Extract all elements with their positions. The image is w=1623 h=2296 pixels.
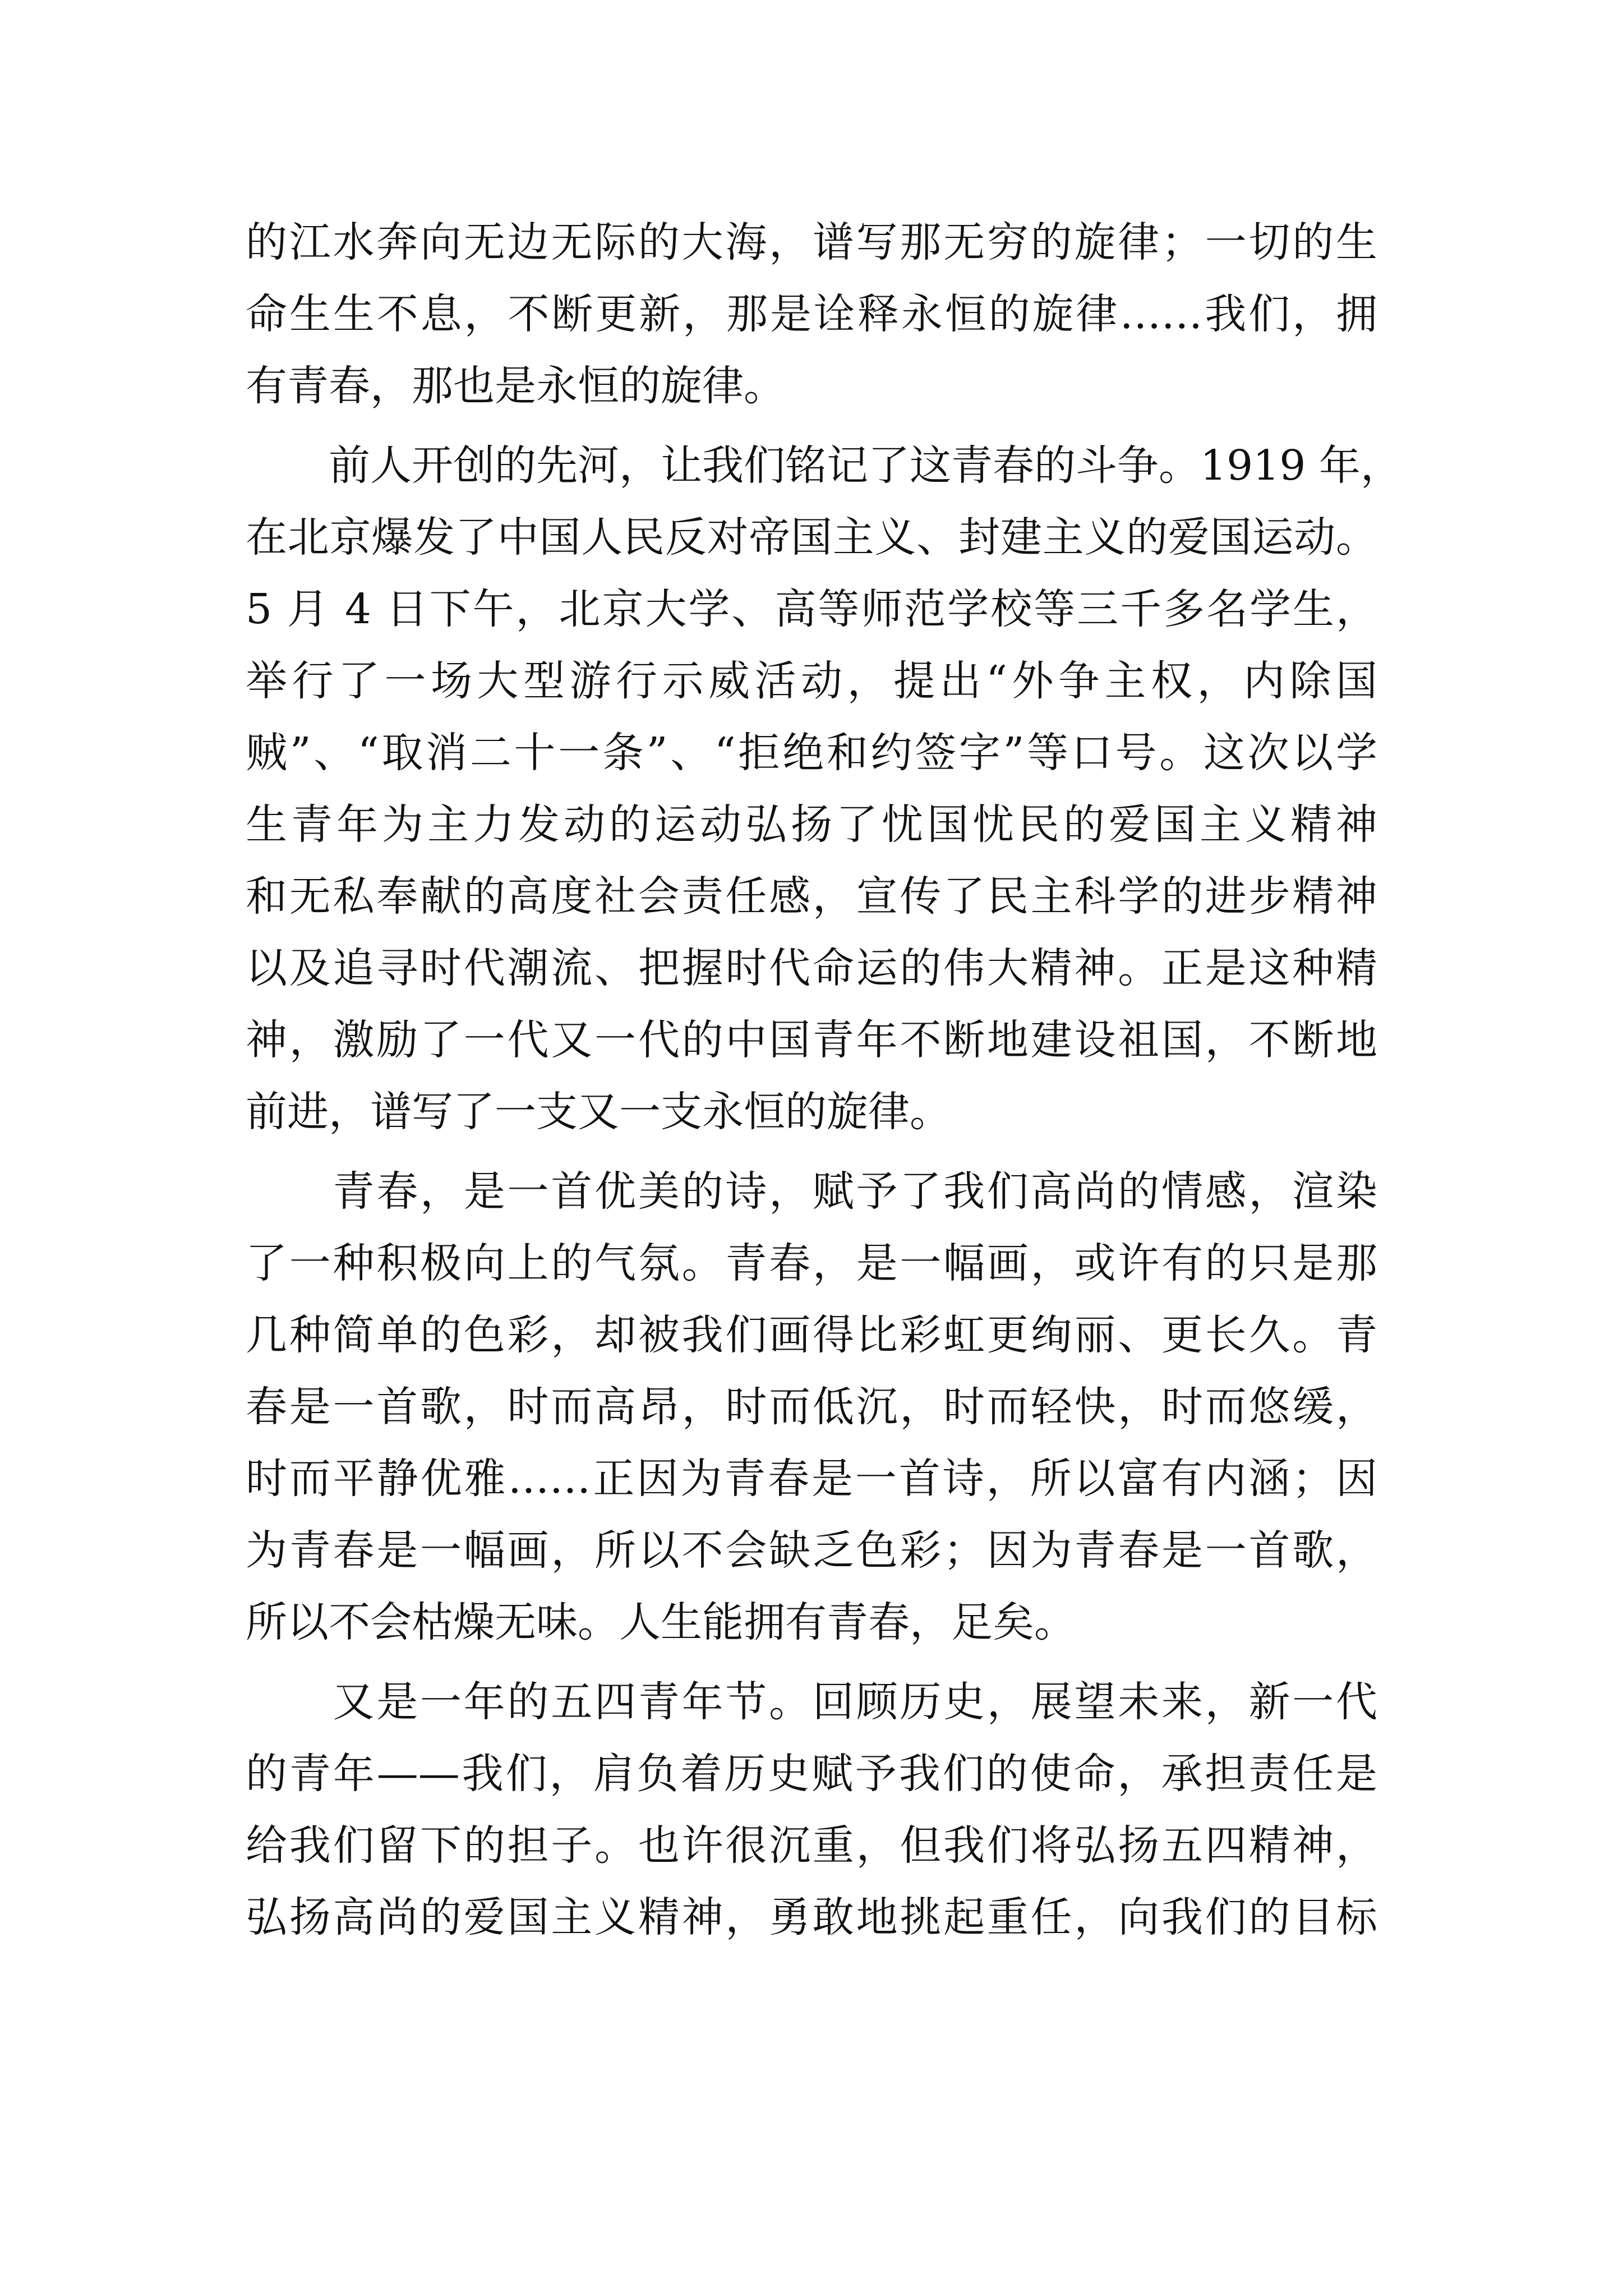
text-line: 弘扬高尚的爱国主义精神，勇敢地挑起重任，向我们的目标 — [246, 1893, 1377, 1941]
text-line: 神，激励了一代又一代的中国青年不断地建设祖国，不断地 — [246, 1016, 1377, 1064]
paragraph-spacer — [246, 1658, 1377, 1666]
text-line: 时而平静优雅……正因为青春是一首诗，所以富有内涵；因 — [246, 1455, 1377, 1503]
text-line: 给我们留下的担子。也许很沉重，但我们将弘扬五四精神， — [246, 1821, 1377, 1870]
paragraph — [246, 430, 1402, 1148]
text-line: 在北京爆发了中国人民反对帝国主义、封建主义的爱国运动。 — [246, 513, 1377, 562]
document-body — [246, 206, 1402, 1953]
paragraph — [246, 206, 1377, 422]
text-line: 为青春是一幅画，所以不会缺乏色彩；因为青春是一首歌， — [246, 1526, 1377, 1575]
text-line: 又是一年的五四青年节。回顾历史，展望未来，新一代 — [246, 1678, 1377, 1726]
text-line: 有青春，那也是永恒的旋律。 — [246, 362, 785, 410]
text-line: 青春，是一首优美的诗，赋予了我们高尚的情感，渲染 — [246, 1167, 1377, 1216]
text-line: 春是一首歌，时而高昂，时而低沉，时而轻快，时而悠缓， — [246, 1383, 1377, 1431]
text-line: 命生生不息，不断更新，那是诠释永恒的旋律……我们，拥 — [246, 290, 1377, 338]
paragraph — [246, 1156, 1377, 1658]
paragraph — [246, 1666, 1377, 1953]
text-line: 了一种积极向上的气氛。青春，是一幅画，或许有的只是那 — [246, 1239, 1377, 1287]
paragraph-spacer — [246, 1148, 1377, 1156]
text-line: 的江水奔向无边无际的大海，谱写那无穷的旋律；一切的生 — [246, 218, 1377, 266]
text-line: 前人开创的先河，让我们铭记了这青春的斗争。1919 年， — [246, 441, 1402, 490]
text-line: 5 月 4 日下午，北京大学、高等师范学校等三千多名学生， — [246, 585, 1377, 633]
text-line: 所以不会枯燥无味。人生能拥有青春，足矣。 — [246, 1598, 1076, 1646]
text-line: 的青年——我们，肩负着历史赋予我们的使命，承担责任是 — [246, 1750, 1377, 1798]
text-line: 举行了一场大型游行示威活动，提出“外争主权，内除国 — [246, 657, 1377, 705]
text-line: 几种简单的色彩，却被我们画得比彩虹更绚丽、更长久。青 — [246, 1311, 1377, 1359]
paragraph-spacer — [246, 422, 1377, 430]
text-line: 以及追寻时代潮流、把握时代命运的伟大精神。正是这种精 — [246, 944, 1377, 992]
text-line: 前进，谱写了一支又一支永恒的旋律。 — [246, 1088, 951, 1136]
text-line: 和无私奉献的高度社会责任感，宣传了民主科学的进步精神 — [246, 872, 1377, 921]
text-line: 贼”、“取消二十一条”、“拒绝和约签字”等口号。这次以学 — [246, 729, 1377, 777]
text-line: 生青年为主力发动的运动弘扬了忧国忧民的爱国主义精神 — [246, 800, 1377, 849]
